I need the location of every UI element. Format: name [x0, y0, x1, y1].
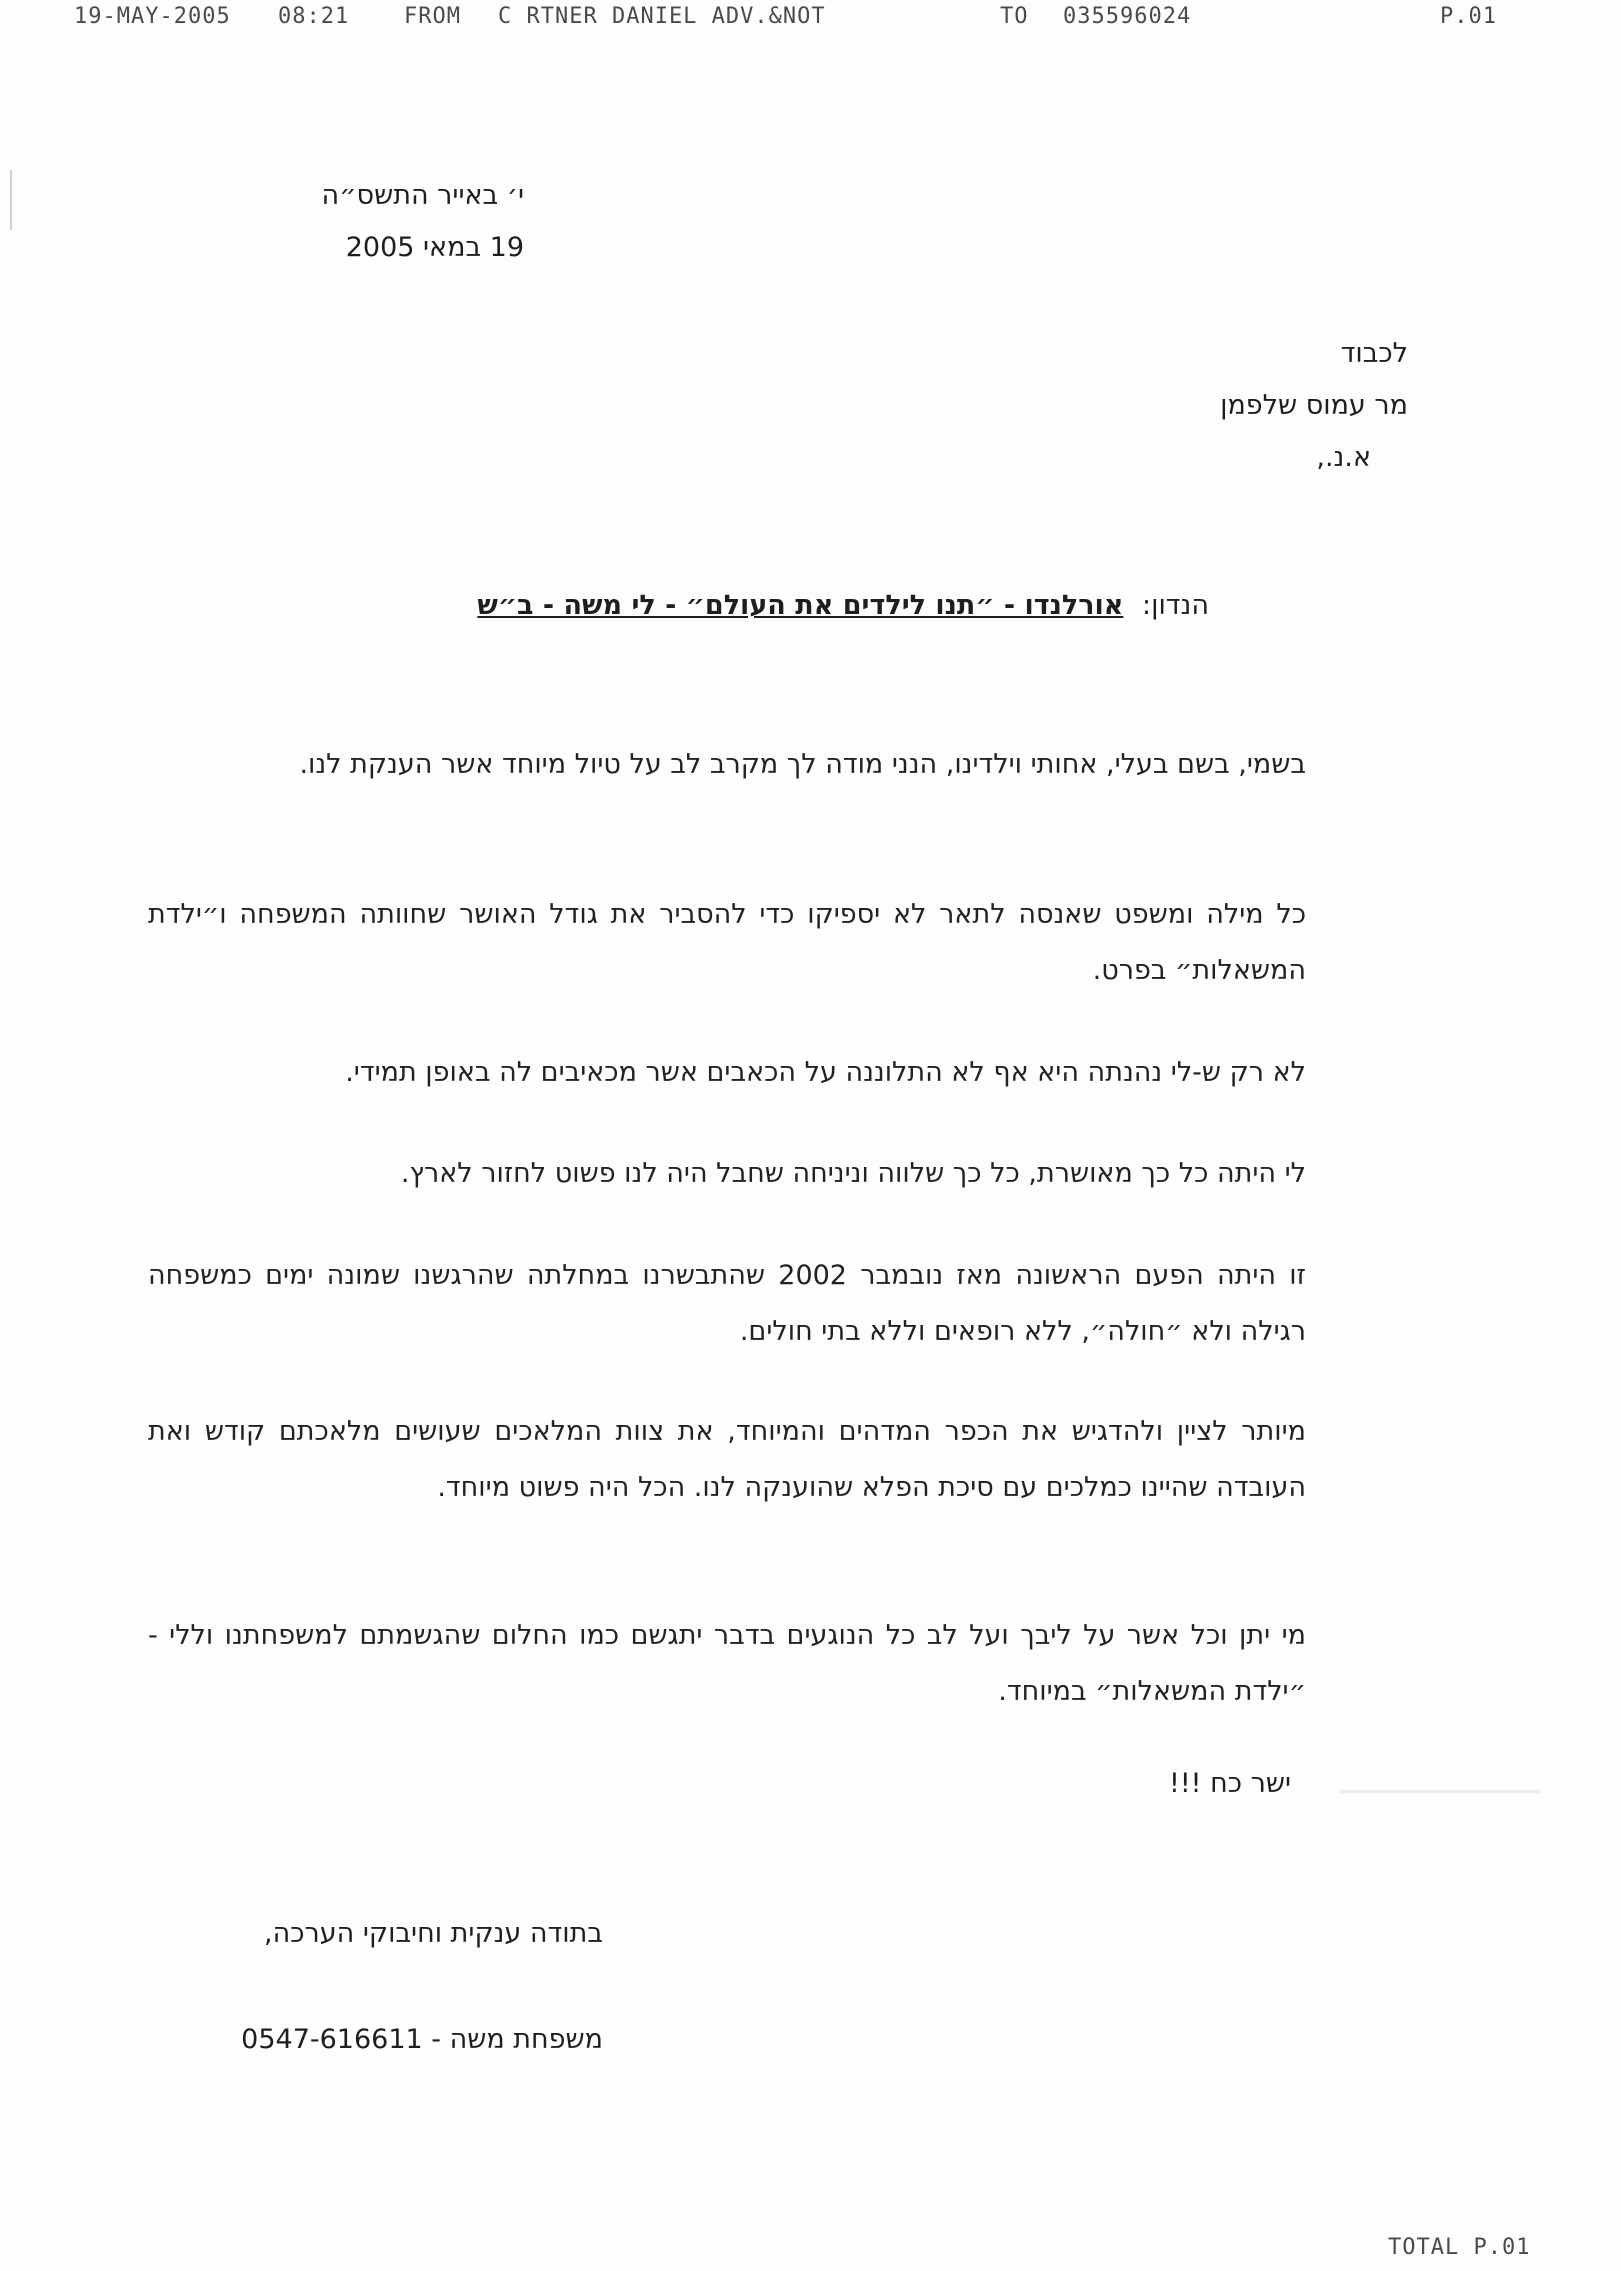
gregorian-date: 19 במאי 2005	[345, 232, 524, 263]
fax-footer-total: TOTAL P.01	[1388, 2235, 1531, 2260]
subject-line	[477, 590, 1209, 621]
recipient-name: מר עמוס שלפמן	[1220, 390, 1408, 421]
fax-header-from-value: C RTNER DANIEL ADV.&NOT	[498, 4, 826, 29]
recipient-salutation: לכבוד	[1340, 338, 1408, 369]
body-paragraph: כל מילה ומשפט שאנסה לתאר לא יספיקו כדי להסביר את גודל האושר שחוותה המשפחה ו״ילדת המשאלות״ בפרט.	[148, 899, 1306, 986]
scan-artifact-right	[1340, 1790, 1540, 1793]
scan-artifact-left	[10, 170, 12, 230]
signature-line: משפחת משה - 0547-616611	[241, 2024, 603, 2055]
subject-label: הנדון:	[1142, 590, 1209, 621]
fax-header-to-label: TO	[1000, 4, 1029, 29]
body-paragraph: מיותר לציין ולהדגיש את הכפר המדהים והמיוחד, את צוות המלאכים שעושים מלאכתם קודש ואת העובדה שהיינו כמלכים עם סיכת הפלא שהוענקה לנו. הכל היה פשוט מיוחד.	[148, 1416, 1306, 1503]
body-paragraph: זו היתה הפעם הראשונה מאז נובמבר 2002 שהתבשרנו במחלתה שהרגשנו שמונה ימים כמשפחה רגילה ולא ״חולה״, ללא רופאים וללא בתי חולים.	[148, 1260, 1306, 1347]
recipient-suffix: א.נ.,	[1316, 442, 1371, 473]
fax-header-date: 19-MAY-2005	[74, 4, 231, 29]
closing-thanks: בתודה ענקית וחיבוקי הערכה,	[264, 1918, 603, 1949]
body-paragraph: מי יתן וכל אשר על ליבך ועל לב כל הנוגעים בדבר יתגשם כמו החלום שהגשמתם למשפחתנו וללי - ״ילדת המשאלות״ במיוחד.	[148, 1620, 1306, 1707]
fax-header-time: 08:21	[278, 4, 350, 29]
body-paragraph: בשמי, בשם בעלי, אחותי וילדינו, הנני מודה לך מקרב לב על טיול מיוחד אשר הענקת לנו.	[299, 749, 1306, 780]
body-paragraph: לא רק ש-לי נהנתה היא אף לא התלוננה על הכאבים אשר מכאיבים לה באופן תמידי.	[345, 1057, 1306, 1088]
body-paragraph: לי היתה כל כך מאושרת, כל כך שלווה וניניחה שחבל היה לנו פשוט לחזור לארץ.	[400, 1158, 1306, 1189]
hebrew-date: י׳ באייר התשס״ה	[321, 180, 524, 211]
subject-text: אורלנדו - ״תנו לילדים את העולם״ - לי משה - ב״ש	[477, 590, 1124, 621]
closing-yasher-koach: ישר כח !!!	[1169, 1768, 1291, 1799]
fax-header-from-label: FROM	[404, 4, 461, 29]
fax-header-page: P.01	[1440, 4, 1497, 29]
fax-header-to-value: 035596024	[1063, 4, 1192, 29]
